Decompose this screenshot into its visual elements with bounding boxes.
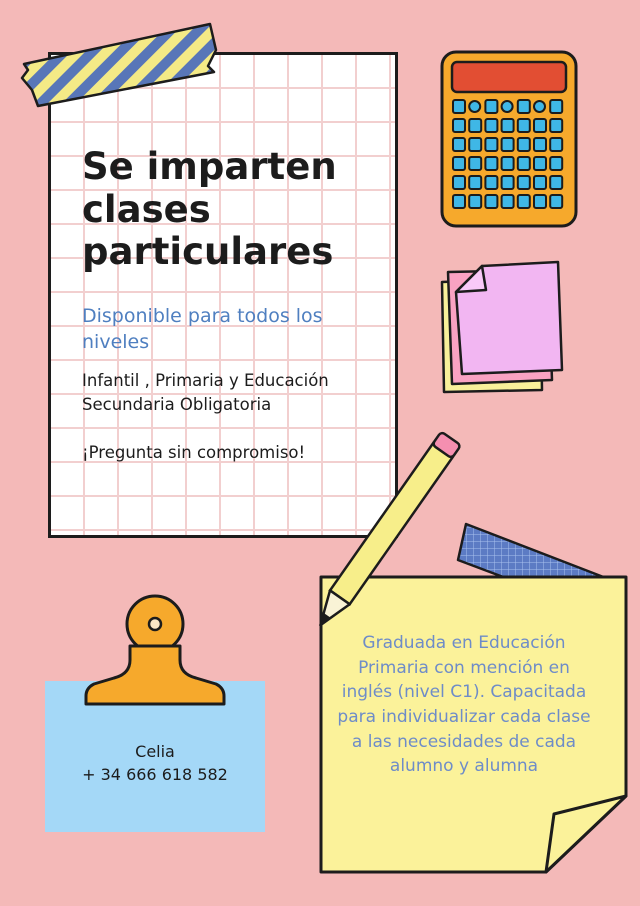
calculator-key <box>502 138 514 151</box>
calculator-key <box>469 195 481 208</box>
calculator-key <box>518 100 530 113</box>
calculator-key <box>502 119 514 132</box>
calculator-key <box>453 195 465 208</box>
calculator-key <box>453 138 465 151</box>
call-to-action: ¡Pregunta sin compromiso! <box>82 443 306 462</box>
calculator-key <box>469 101 480 112</box>
calculator-key <box>485 138 497 151</box>
calculator-key <box>534 195 546 208</box>
calculator-key <box>453 157 465 170</box>
calculator-key <box>518 119 530 132</box>
calculator-key <box>502 157 514 170</box>
calculator-icon <box>440 50 578 228</box>
qualifications-text: Graduada en Educación Primaria con mención en inglés (nivel C1). Capacitada para individualizar cada clase a las necesidades de cada alumno y alumna <box>337 633 591 777</box>
calculator-key <box>534 138 546 151</box>
levels-text: Infantil , Primaria y Educación Secundaria Obligatoria <box>82 371 329 414</box>
calculator-key <box>469 119 481 132</box>
calculator-key <box>485 119 497 132</box>
calculator-key <box>534 157 546 170</box>
calculator-key <box>485 195 497 208</box>
calculator-key <box>485 157 497 170</box>
calculator-key <box>485 176 497 189</box>
calculator-key <box>453 176 465 189</box>
binder-clip-icon <box>80 592 232 710</box>
calculator-key <box>550 195 562 208</box>
calculator-key <box>534 176 546 189</box>
calculator-key <box>518 157 530 170</box>
calculator-key <box>550 176 562 189</box>
calculator-key <box>453 100 465 113</box>
calculator-key <box>550 157 562 170</box>
calculator-key <box>469 138 481 151</box>
sticky-notes-icon <box>436 258 564 396</box>
contact-name: Celia <box>135 742 175 761</box>
calculator-key <box>518 195 530 208</box>
calculator-key <box>453 119 465 132</box>
calculator-key <box>469 157 481 170</box>
striped-tape-icon <box>18 20 218 110</box>
calculator-key <box>550 119 562 132</box>
calculator-key <box>534 101 545 112</box>
calculator-key <box>502 101 513 112</box>
calculator-key <box>469 176 481 189</box>
pencil-icon <box>280 420 480 660</box>
calculator-key <box>485 100 497 113</box>
contact-phone: + 34 666 618 582 <box>82 765 228 784</box>
calculator-key <box>550 100 562 113</box>
calculator-key <box>518 176 530 189</box>
calculator-key <box>518 138 530 151</box>
calculator-key <box>550 138 562 151</box>
calculator-key <box>502 195 514 208</box>
calculator-key <box>502 176 514 189</box>
subtitle: Disponible para todos los niveles <box>82 305 323 354</box>
page-title: Se imparten clases particulares <box>82 145 337 274</box>
calculator-key <box>534 119 546 132</box>
